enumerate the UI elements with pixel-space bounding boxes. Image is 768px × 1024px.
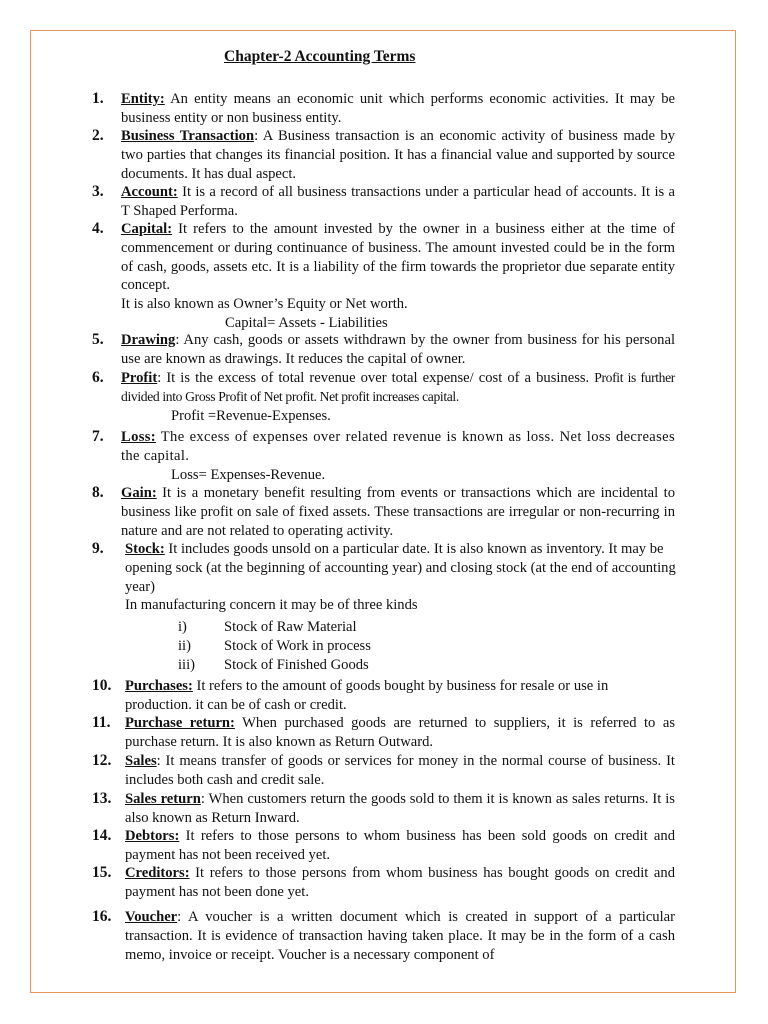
item-body: [125, 827, 675, 865]
item-text: It is a monetary benefit resulting from events or transactions which are incidental to business like profit on sale of fixed assets. These transactions are irregular or non-recurring in nature and are not related to operating activity.: [121, 485, 675, 539]
item-text: It refers to those persons from whom business has bought goods on credit and payment has not been done yet.: [125, 865, 675, 900]
item-number: 13.: [92, 790, 112, 807]
item-term: Voucher: [125, 909, 178, 925]
item-number: 15.: [92, 864, 112, 881]
item-body: [121, 369, 675, 425]
item-body: [121, 220, 675, 333]
item-term: Creditors:: [125, 865, 190, 881]
item-term: Purchases:: [125, 678, 193, 694]
item-text: : A Business transaction is an economic activity of business made by two parties that changes its financial position. It has a financial value and supported by source documents. It has dual aspect.: [121, 128, 676, 182]
item-number: 5.: [92, 331, 104, 348]
item-text: When purchased goods are returned to suppliers, it is referred to as purchase return. It is also known as Return Outward.: [125, 715, 675, 750]
item-term: Drawing: [121, 332, 176, 348]
item-text: It refers to the amount invested by the owner in a business either at the time of commencement or during continuance of business. The amount invested could be in the form of cash, goods, assets etc. It is a liability of the firm towards the proprietor due separate entity concept.: [121, 221, 675, 294]
item-text: The excess of expenses over related revenue is known as loss. Net loss decreases the capital.: [121, 429, 675, 464]
item-body: [121, 484, 675, 540]
stock-kind-label: Stock of Work in process: [224, 638, 371, 654]
item-text: It refers to those persons to whom business has been sold goods on credit and payment has not been received yet.: [125, 828, 675, 863]
item-term: Loss:: [121, 429, 156, 445]
item-text-condensed: Profit is further divided into Gross Profit of Net profit. Net profit increases capital.: [121, 370, 675, 404]
item-number: 11.: [92, 714, 111, 731]
item-term: Account:: [121, 184, 178, 200]
stock-kind-label: Stock of Raw Material: [224, 619, 357, 635]
item-term: Gain:: [121, 485, 157, 501]
item-text: : A voucher is a written document which is created in support of a particular transaction. It is evidence of transaction having taken place. It may be in the form of a cash memo, invoice or receipt. Voucher is a necessary component of: [125, 909, 675, 963]
stock-kind-list-item: [178, 637, 578, 656]
item-extra: In manufacturing concern it may be of three kinds: [125, 597, 418, 614]
item-term: Purchase return:: [125, 715, 235, 731]
item-text: It is a record of all business transactions under a particular head of accounts. It is a T Shaped Performa.: [121, 184, 675, 219]
item-text: : Any cash, goods or assets withdrawn by the owner from business for his personal use are known as drawings. It reduces the capital of owner.: [121, 332, 675, 367]
item-number: 4.: [92, 220, 104, 237]
item-term: Stock:: [125, 541, 165, 557]
item-number: 14.: [92, 827, 112, 844]
item-body: [125, 790, 675, 828]
item-formula: Profit =Revenue-Expenses.: [171, 407, 331, 424]
item-number: 16.: [92, 908, 112, 925]
stock-kind-list-item: [178, 656, 578, 675]
item-number: 8.: [92, 484, 104, 501]
item-extra: It is also known as Owner’s Equity or Net worth.: [121, 296, 408, 313]
item-term: Debtors:: [125, 828, 180, 844]
item-number: 1.: [92, 90, 104, 107]
item-body: [121, 428, 675, 484]
item-term: Business Transaction: [121, 128, 255, 144]
item-term: Profit: [121, 370, 158, 386]
item-number: 3.: [92, 183, 104, 200]
item-text: : It means transfer of goods or services for money in the normal course of business. It includes both cash and credit sale.: [125, 753, 675, 788]
item-text: It refers to the amount of goods bought by business for resale or use in production. it can be of cash or credit.: [125, 678, 609, 713]
item-term: Sales return: [125, 791, 201, 807]
page-title: Chapter-2 Accounting Terms: [224, 48, 416, 65]
item-formula: Loss= Expenses-Revenue.: [171, 466, 326, 483]
item-body: [121, 331, 675, 369]
item-body: [125, 864, 675, 902]
item-number: 2.: [92, 127, 104, 144]
item-body: [125, 752, 675, 790]
item-body: [125, 714, 675, 752]
stock-kind-label: Stock of Finished Goods: [224, 657, 369, 673]
item-number: 9.: [92, 540, 104, 557]
item-body: [121, 90, 675, 128]
item-number: 10.: [92, 677, 112, 694]
item-number: 7.: [92, 428, 104, 445]
item-term: Capital:: [121, 221, 173, 237]
stock-kind-roman: ii): [178, 638, 191, 654]
item-body: [125, 677, 675, 715]
item-body: [125, 908, 675, 964]
item-text: : When customers return the goods sold to them it is known as sales returns. It is also known as Return Inward.: [125, 791, 675, 826]
item-text: An entity means an economic unit which performs economic activities. It may be business entity or non business entity.: [121, 91, 675, 126]
stock-kind-roman: i): [178, 619, 187, 635]
item-number: 12.: [92, 752, 112, 769]
stock-kind-roman: iii): [178, 657, 196, 673]
item-number: 6.: [92, 369, 104, 386]
item-term: Sales: [125, 753, 157, 769]
item-body: [125, 540, 685, 615]
item-term: Entity:: [121, 91, 165, 107]
item-body: [121, 127, 675, 183]
item-body: [121, 183, 675, 221]
item-text: It includes goods unsold on a particular date. It is also known as inventory. It may be opening sock (at the beginning of accounting year) and closing stock (at the end of accounting year): [125, 541, 676, 595]
item-formula: Capital= Assets - Liabilities: [225, 314, 388, 331]
item-text: : It is the excess of total revenue over total expense/ cost of a business.: [157, 370, 595, 386]
stock-kind-list-item: [178, 618, 578, 637]
